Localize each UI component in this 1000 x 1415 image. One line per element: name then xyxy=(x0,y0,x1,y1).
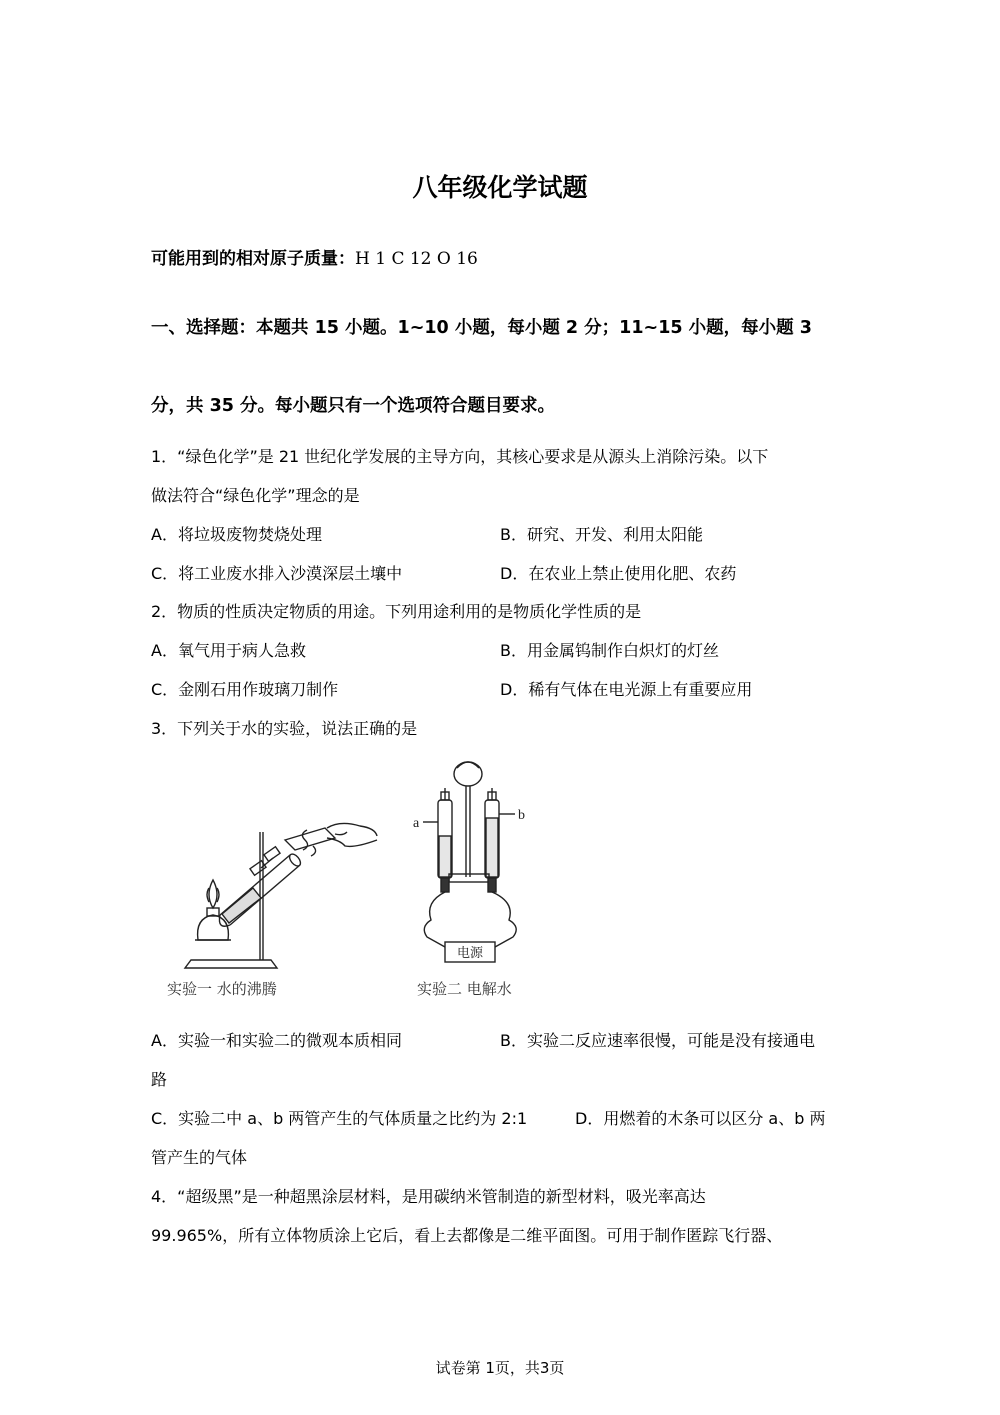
q3-option-c: C．实验二中 a、b 两管产生的气体质量之比约为 2:1 xyxy=(151,1109,528,1128)
q4-stem-line1: 4．“超级黑”是一种超黑涂层材料，是用碳纳米管制造的新型材料，吸光率高达 xyxy=(151,1187,706,1206)
q1-option-b: B．研究、开发、利用太阳能 xyxy=(500,525,703,544)
page-footer: 试卷第 1页，共3页 xyxy=(435,1359,565,1377)
q2-option-b: B．用金属钨制作白炽灯的灯丝 xyxy=(500,641,719,660)
q3-option-b-continued: 路 xyxy=(151,1070,168,1089)
figure-caption-1: 实验一 水的沸腾 xyxy=(167,980,277,998)
atomic-mass-label: 可能用到的相对原子质量： xyxy=(151,249,355,269)
q3-option-d-continued: 管产生的气体 xyxy=(151,1148,248,1167)
electrolysis-apparatus-figure xyxy=(405,752,545,974)
q3-option-b: B．实验二反应速率很慢，可能是没有接通电 xyxy=(500,1031,815,1050)
tube-label-a: a xyxy=(413,816,420,831)
page-title: 八年级化学试题 xyxy=(412,173,588,202)
figure-caption-2: 实验二 电解水 xyxy=(417,980,512,998)
q2-option-d: D．稀有气体在电光源上有重要应用 xyxy=(500,680,753,699)
q1-option-c: C．将工业废水排入沙漠深层土壤中 xyxy=(151,564,403,583)
q1-stem-line1: 1．“绿色化学”是 21 世纪化学发展的主导方向，其核心要求是从源头上消除污染。以下 xyxy=(151,447,769,466)
section-heading-line2: 分，共 35 分。每小题只有一个选项符合题目要求。 xyxy=(151,396,556,416)
q2-option-c: C．金刚石用作玻璃刀制作 xyxy=(151,680,339,699)
atomic-mass-line xyxy=(151,244,478,269)
q1-option-a: A．将垃圾废物焚烧处理 xyxy=(151,525,322,544)
q3-option-d: D．用燃着的木条可以区分 a、b 两 xyxy=(575,1109,826,1128)
section-heading-line1: 一、选择题：本题共 15 小题。1~10 小题，每小题 2 分；11~15 小题，每小题 3 xyxy=(151,318,812,338)
q2-stem: 2．物质的性质决定物质的用途。下列用途利用的是物质化学性质的是 xyxy=(151,602,642,621)
boiling-water-apparatus-figure xyxy=(165,790,380,975)
q3-option-a: A．实验一和实验二的微观本质相同 xyxy=(151,1031,402,1050)
q2-option-a: A．氧气用于病人急救 xyxy=(151,641,306,660)
power-source-label: 电源 xyxy=(456,946,484,961)
q3-stem: 3．下列关于水的实验，说法正确的是 xyxy=(151,719,418,738)
q1-option-d: D．在农业上禁止使用化肥、农药 xyxy=(500,564,737,583)
atomic-mass-values: H 1 C 12 O 16 xyxy=(355,249,478,269)
q1-stem-line2: 做法符合“绿色化学”理念的是 xyxy=(151,486,360,505)
tube-label-b: b xyxy=(518,808,525,823)
q4-stem-line2: 99.965%，所有立体物质涂上它后，看上去都像是二维平面图。可用于制作匿踪飞行器、 xyxy=(151,1226,783,1245)
